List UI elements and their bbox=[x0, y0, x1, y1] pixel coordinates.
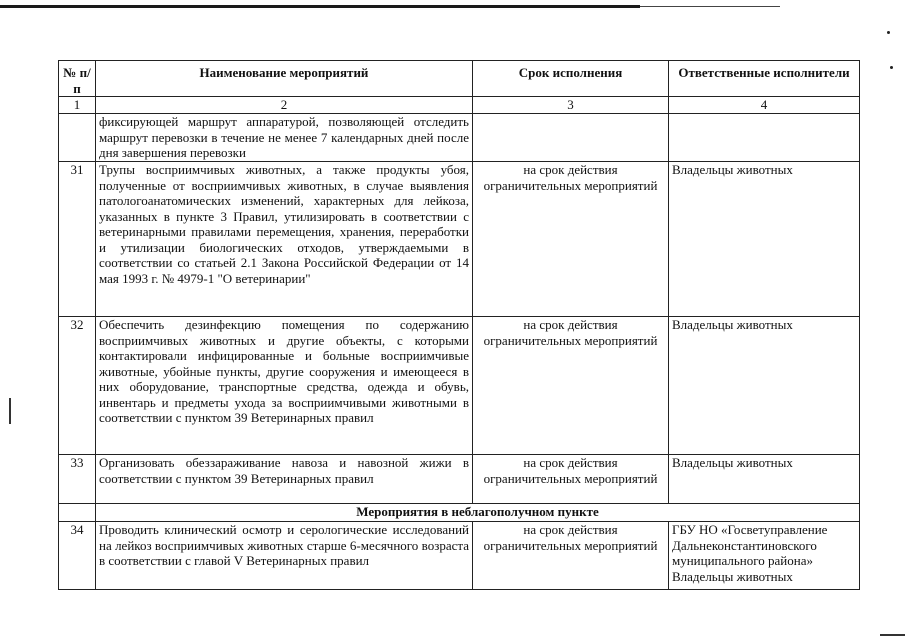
section-title: Мероприятия в неблагополучном пункте bbox=[96, 504, 860, 522]
num-cell bbox=[59, 504, 96, 522]
header-num: № п/п bbox=[59, 61, 96, 97]
num-cell bbox=[59, 114, 96, 162]
top-rule-thin bbox=[640, 6, 780, 7]
column-index-row bbox=[59, 97, 860, 114]
resp-cell: ГБУ НО «Госветуправление Дальнеконстантиновского муниципального района» Владельцы животных bbox=[669, 522, 860, 590]
top-rule bbox=[0, 5, 640, 8]
margin-mark bbox=[9, 398, 11, 424]
num-cell: 32 bbox=[59, 317, 96, 455]
desc-cell: Трупы восприимчивых животных, а также продукты убоя, полученные от восприимчивых животных, в случае выявления патологоанатомических изменений, характерных для лейкоза, указанных в пункте 3 Правил, утилизировать в соответствии с ветеринарными правилами перемещения, хранения, переработки и утилизации биологических отходов, утверждаемыми в соответствии со статьей 2.1 Закона Российской Федерации от 14 мая 1993 г. № 4979-1 "О ветеринарии" bbox=[96, 162, 473, 317]
measures-table bbox=[58, 60, 860, 590]
term-cell bbox=[473, 114, 669, 162]
header-name: Наименование мероприятий bbox=[96, 61, 473, 97]
index-cell: 1 bbox=[59, 97, 96, 114]
resp-cell: Владельцы животных bbox=[669, 317, 860, 455]
index-cell: 2 bbox=[96, 97, 473, 114]
scan-dot bbox=[887, 31, 890, 34]
header-responsible: Ответственные исполнители bbox=[669, 61, 860, 97]
desc-cell: Обеспечить дезинфекцию помещения по содержанию восприимчивых животных и другие объекты, с которыми контактировали инфицированные и больные восприимчивые животные, убойные пункты, другие сооружения и имеющееся в них оборудование, транспортные средства, одежда и обувь, инвентарь и предметы ухода за восприимчивыми животными в соответствии с пунктом 39 Ветеринарных правил bbox=[96, 317, 473, 455]
corner-mark bbox=[880, 634, 905, 636]
resp-cell bbox=[669, 114, 860, 162]
term-cell: на срок действия ограничительных мероприятий bbox=[473, 317, 669, 455]
desc-cell: Организовать обеззараживание навоза и навозной жижи в соответствии с пунктом 39 Ветеринарных правил bbox=[96, 455, 473, 504]
table-row-continuation bbox=[59, 114, 860, 162]
section-row bbox=[59, 504, 860, 522]
table-header-row bbox=[59, 61, 860, 97]
term-cell: на срок действия ограничительных мероприятий bbox=[473, 162, 669, 317]
num-cell: 34 bbox=[59, 522, 96, 590]
resp-cell: Владельцы животных bbox=[669, 455, 860, 504]
index-cell: 3 bbox=[473, 97, 669, 114]
header-term: Срок исполнения bbox=[473, 61, 669, 97]
table-row-32 bbox=[59, 317, 860, 455]
table-row-33 bbox=[59, 455, 860, 504]
index-cell: 4 bbox=[669, 97, 860, 114]
desc-cell: фиксирующей маршрут аппаратурой, позволяющей отследить маршрут перевозки в течение не менее 7 календарных дней после дня завершения перевозки bbox=[96, 114, 473, 162]
table-row-34 bbox=[59, 522, 860, 590]
resp-cell: Владельцы животных bbox=[669, 162, 860, 317]
scan-dot bbox=[890, 66, 893, 69]
table-row-31 bbox=[59, 162, 860, 317]
desc-cell: Проводить клинический осмотр и серологические исследований на лейкоз восприимчивых животных старше 6-месячного возраста в соответствии с главой V Ветеринарных правил bbox=[96, 522, 473, 590]
num-cell: 31 bbox=[59, 162, 96, 317]
term-cell: на срок действия ограничительных мероприятий bbox=[473, 455, 669, 504]
term-cell: на срок действия ограничительных мероприятий bbox=[473, 522, 669, 590]
num-cell: 33 bbox=[59, 455, 96, 504]
